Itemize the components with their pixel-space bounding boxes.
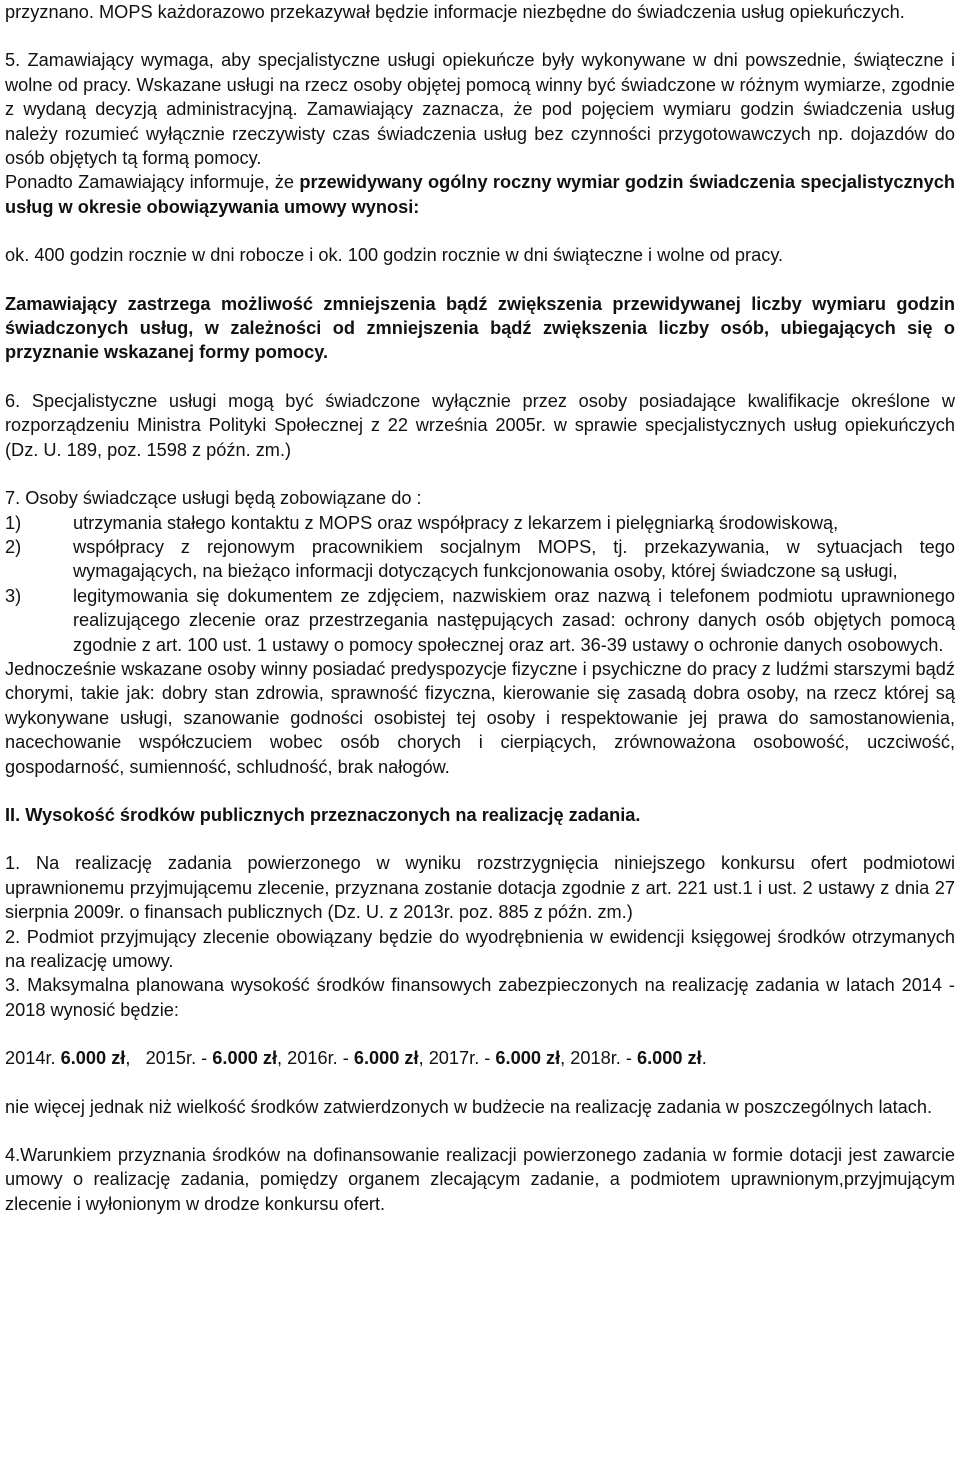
amount-separator: . <box>701 1048 707 1069</box>
paragraph-6: 6. Specjalistyczne usługi mogą być świadczone wyłącznie przez osoby posiadające kwalifikacje określone w rozporządzeniu Ministra Polityki Społecznej z 22 września 2005r. w sprawie specjalistycznych usług opiekuńczych (Dz. U. 189, poz. 1598 z późn. zm.) <box>5 390 955 460</box>
hours-intro-bold: przewidywany ogólny roczny wymiar godzin świadczenia specjalistycznych usług w okresie obowiązywania umowy wynosi: <box>5 172 955 217</box>
list-item-number: 2) <box>5 536 22 557</box>
section-2-item-1: 1. Na realizację zadania powierzonego w wyniku rozstrzygnięcia niniejszego konkursu ofert podmiotowi uprawnionemu przyjmującemu zlecenie, przyznana zostanie dotacja zgodnie z art. 221 ust.1 i ust. 2 ustawy z dnia 27 sierpnia 2009r. o finansach publicznych (Dz. U. z 2013r. poz. 885 z późn. zm.) <box>5 853 955 923</box>
hours-intro-text: Ponadto Zamawiający informuje, że <box>5 172 300 193</box>
reservation-clause <box>5 292 955 365</box>
yearly-amounts <box>5 1046 955 1070</box>
section-2-item-3: 3. Maksymalna planowana wysokość środków finansowych zabezpieczonych na realizację zadania w latach 2014 - 2018 wynosić będzie: <box>5 975 955 1020</box>
amount-separator: , <box>277 1048 288 1069</box>
paragraph-7-closing: Jednocześnie wskazane osoby winny posiadać predyspozycje fizyczne i psychiczne do pracy z ludźmi starszymi bądź chorymi, takie jak: dobry stan zdrowia, sprawność fizyczna, kierowanie się zasadą dobra osoby, na rzecz której są wykonywane usługi, szanowanie godności osobistej tej osoby i respektowanie jej prawa do samostanowienia, nacechowanie współczuciem wobec osób chorych i cierpiących, zrównoważona osobowość, uczciwość, gospodarność, sumienność, schludność, brak nałogów. <box>5 658 955 777</box>
intro-paragraph: przyznano. MOPS każdorazowo przekazywał będzie informacje niezbędne do świadczenia usług opiekuńczych. <box>5 2 905 22</box>
document-page <box>5 0 955 1216</box>
reservation-bold: Zamawiający zastrzega możliwość zmniejszenia bądź zwiększenia przewidywanej liczby wymiaru godzin świadczonych usług, w zależności od zmniejszenia bądź zwiększenia liczby osób, ubiegających się o przyznanie wskazanej formy pomocy. <box>5 293 955 363</box>
amount-value: 6.000 zł <box>212 1048 278 1069</box>
amount-year: 2014r. <box>5 1048 61 1069</box>
section-2-item-2: 2. Podmiot przyjmujący zlecenie obowiązany będzie do wyodrębnienia w ewidencji księgowej środków otrzymanych na realizację umowy. <box>5 926 955 971</box>
list-item-number: 3) <box>5 585 22 606</box>
hours-statement: ok. 400 godzin rocznie w dni robocze i ok. 100 godzin rocznie w dni świąteczne i wolne od pracy. <box>5 245 784 266</box>
amount-separator: , <box>560 1048 571 1069</box>
amount-value: 6.000 zł <box>353 1048 419 1069</box>
amount-separator: , <box>125 1048 146 1069</box>
amount-separator: , <box>418 1048 429 1069</box>
amount-year: 2016r. - <box>287 1048 354 1069</box>
amount-value: 6.000 zł <box>60 1048 126 1069</box>
amount-year: 2017r. - <box>428 1048 496 1069</box>
paragraph-7-lead: 7. Osoby świadczące usługi będą zobowiązane do : <box>5 488 422 509</box>
amount-value: 6.000 zł <box>636 1048 702 1069</box>
list-item <box>5 584 955 657</box>
obligations-list <box>5 511 955 657</box>
amount-year: 2018r. - <box>570 1048 637 1069</box>
section-2-heading <box>5 803 955 827</box>
budget-limit-note: nie więcej jednak niż wielkość środków zatwierdzonych w budżecie na realizację zadania w poszczególnych latach. <box>5 1096 933 1117</box>
paragraph-5-hours-intro <box>5 170 955 219</box>
section-2-heading-text: II. Wysokość środków publicznych przeznaczonych na realizację zadania. <box>5 804 641 825</box>
list-item-text: legitymowania się dokumentem ze zdjęciem, nazwiskiem oraz nazwą i telefonem podmiotu uprawnionego realizującego zlecenie oraz przestrzegania następujących zasad: ochrony danych osób objętych pomocą zgodnie z art. 100 ust. 1 ustawy o pomocy społecznej oraz art. 36-39 ustawy o ochronie danych osobowych. <box>73 585 955 655</box>
amount-value: 6.000 zł <box>495 1048 561 1069</box>
list-item-number: 1) <box>5 512 22 533</box>
section-2-item-4: 4.Warunkiem przyznania środków na dofinansowanie realizacji powierzonego zadania w formie dotacji jest zawarcie umowy o realizację zadania, pomiędzy organem zlecającym zadanie, a podmiotem uprawnionym,przyjmującym zlecenie i wyłonionym w drodze konkursu ofert. <box>5 1145 955 1214</box>
list-item-text: współpracy z rejonowym pracownikiem socjalnym MOPS, tj. przekazywania, w sytuacjach tego wymagających, na bieżąco informacji dotyczących funkcjonowania osoby, której świadczone są usługi, <box>73 536 955 582</box>
list-item <box>5 535 955 584</box>
paragraph-5: 5. Zamawiający wymaga, aby specjalistyczne usługi opiekuńcze były wykonywane w dni powszednie, świąteczne i wolne od pracy. Wskazane usługi na rzecz osoby objętej pomocą winny być świadczone w różnym wymiarze, zgodnie z wydaną decyzją administracyjną. Zamawiający zaznacza, że pod pojęciem wymiaru godzin świadczenia usług należy rozumieć wyłącznie rzeczywisty czas świadczenia usług bez czynności przygotowawczych np. dojazdów do osób objętych tą formą pomocy. <box>5 50 955 169</box>
list-item <box>5 511 955 535</box>
list-item-text: utrzymania stałego kontaktu z MOPS oraz współpracy z lekarzem i pielęgniarką środowiskową, <box>73 512 839 533</box>
amount-year: 2015r. - <box>145 1048 213 1069</box>
